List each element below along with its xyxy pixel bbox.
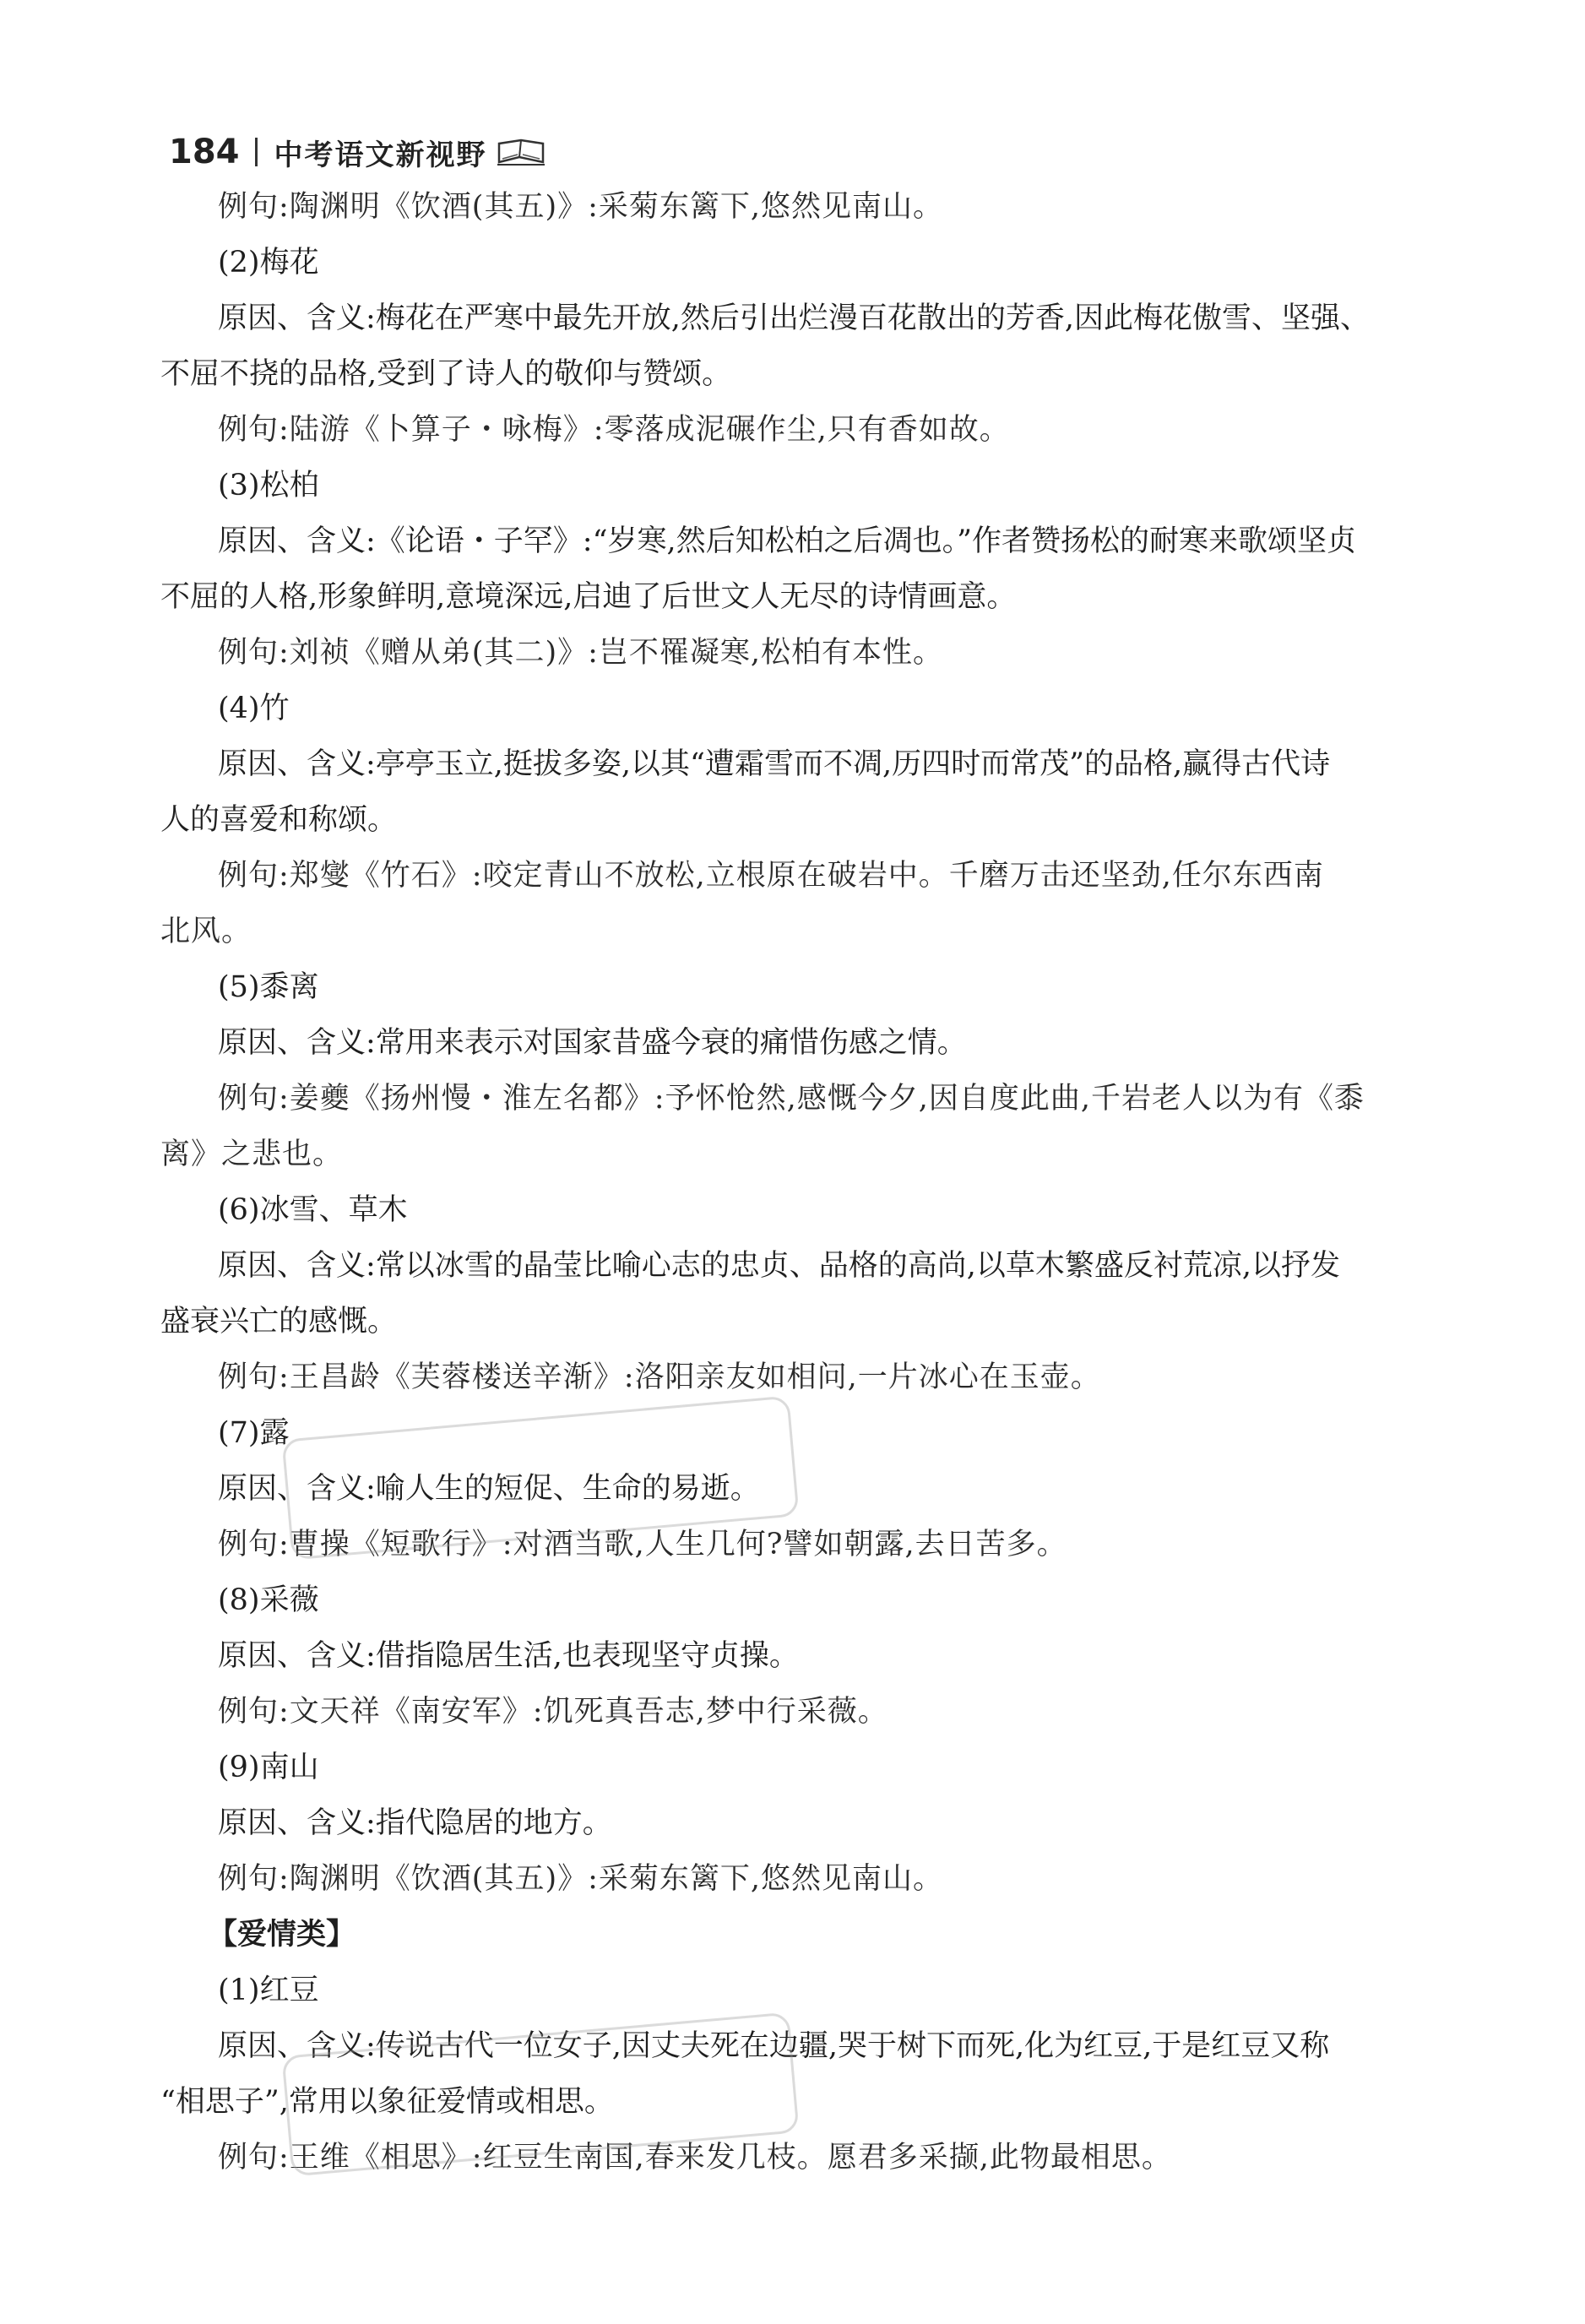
category-heading: 【爱情类】: [208, 1918, 356, 1952]
page-body: [160, 179, 1495, 2186]
explanation-line: 盛衰兴亡的感慨。: [160, 1305, 398, 1338]
explanation-line: 原因、含义:梅花在严寒中最先开放,然后引出烂漫百花散出的芳香,因此梅花傲雪、坚强、: [218, 301, 1371, 335]
example-line: 例句:陆游《卜算子・咏梅》:零落成泥碾作尘,只有香如故。: [218, 413, 1010, 447]
explanation-line: 原因、含义:指代隐居的地方。: [218, 1806, 612, 1840]
example-line: 例句:曹操《短歌行》:对酒当歌,人生几何?譬如朝露,去日苦多。: [218, 1528, 1067, 1561]
explanation-line: 原因、含义:常用来表示对国家昔盛今衰的痛惜伤感之情。: [218, 1026, 967, 1060]
explanation-line: 原因、含义:亭亭玉立,挺拔多姿,以其“遭霜雪而不凋,历四时而常茂”的品格,赢得古代诗: [218, 747, 1331, 781]
example-line: 例句:文天祥《南安军》:饥死真吾志,梦中行采薇。: [218, 1695, 888, 1729]
example-line: 例句:陶渊明《饮酒(其五)》:采菊东篱下,悠然见南山。: [218, 190, 944, 224]
example-line: 例句:王昌龄《芙蓉楼送辛渐》:洛阳亲友如相问,一片冰心在玉壶。: [218, 1360, 1101, 1394]
explanation-line: 不屈不挠的品格,受到了诗人的敬仰与赞颂。: [160, 357, 732, 391]
item-heading: (6)冰雪、草木: [218, 1193, 408, 1227]
page-header: [169, 127, 546, 177]
example-line: 例句:郑燮《竹石》:咬定青山不放松,立根原在破岩中。千磨万击还坚劲,任尔东西南: [218, 859, 1324, 893]
watermark-stamp-upper: [279, 1393, 802, 1562]
item-heading: (2)梅花: [218, 246, 319, 280]
explanation-line: 原因、含义:借指隐居生活,也表现坚守贞操。: [218, 1639, 799, 1673]
item-heading: (9)南山: [218, 1751, 319, 1784]
explanation-line: 原因、含义:常以冰雪的晶莹比喻心志的忠贞、品格的高尚,以草木繁盛反衬荒凉,以抒发: [218, 1249, 1341, 1283]
example-line: 例句:王维《相思》:红豆生南国,春来发几枝。愿君多采撷,此物最相思。: [218, 2141, 1172, 2175]
item-heading: (5)黍离: [218, 970, 319, 1004]
item-heading: (7)露: [218, 1416, 290, 1450]
item-heading: (3)松柏: [218, 469, 319, 502]
explanation-line: “相思子”,常用以象征爱情或相思。: [160, 2085, 614, 2119]
explanation-line: 原因、含义:传说古代一位女子,因丈夫死在边疆,哭于树下而死,化为红豆,于是红豆又称: [218, 2029, 1330, 2063]
page-number: 184: [169, 133, 240, 171]
item-heading: (8)采薇: [218, 1583, 319, 1617]
open-book-icon: [496, 137, 546, 167]
example-line: 例句:姜夔《扬州慢・淮左名都》:予怀怆然,感慨今夕,因自度此曲,千岩老人以为有《黍: [218, 1082, 1365, 1116]
example-line: 离》之悲也。: [160, 1138, 344, 1171]
explanation-line: 原因、含义:《论语・子罕》:“岁寒,然后知松柏之后凋也。”作者赞扬松的耐寒来歌颂坚贞: [218, 524, 1356, 558]
header-divider: [255, 138, 258, 166]
item-heading: (4)竹: [218, 692, 290, 725]
explanation-line: 不屈的人格,形象鲜明,意境深远,启迪了后世文人无尽的诗情画意。: [160, 580, 1017, 614]
example-line: 例句:陶渊明《饮酒(其五)》:采菊东篱下,悠然见南山。: [218, 1862, 944, 1896]
example-line: 例句:刘祯《赠从弟(其二)》:岂不罹凝寒,松柏有本性。: [218, 636, 944, 670]
explanation-line: 人的喜爱和称颂。: [160, 803, 398, 837]
item-heading: (1)红豆: [218, 1974, 319, 2007]
example-line: 北风。: [160, 915, 252, 948]
watermark-stamp-lower: [279, 2010, 802, 2179]
explanation-line: 原因、含义:喻人生的短促、生命的易逝。: [218, 1472, 760, 1506]
book-title: 中考语文新视野: [274, 138, 487, 172]
